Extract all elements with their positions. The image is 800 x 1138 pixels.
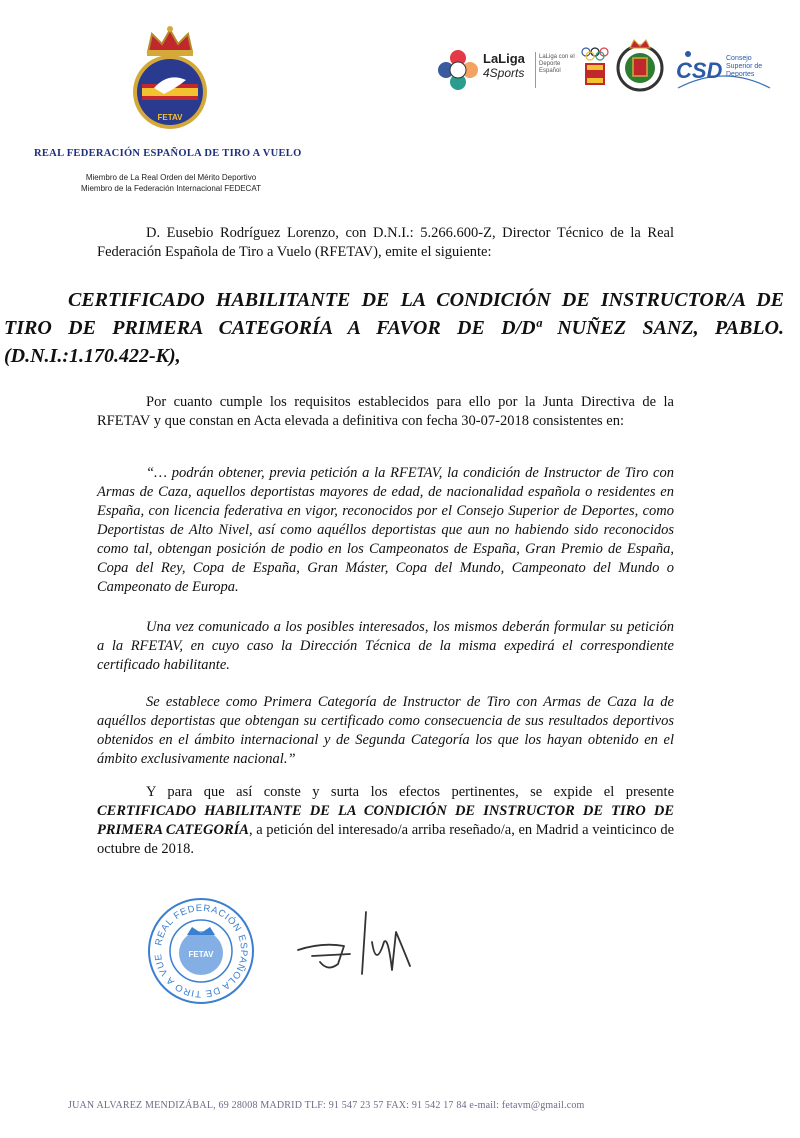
intro-paragraph: D. Eusebio Rodríguez Lorenzo, con D.N.I.: 5.266.600-Z, Director Técnico de la Real Federación Española de Tiro a Vuelo (RFETAV), emite el siguiente:: [97, 225, 674, 260]
csd-abbr: CSD: [676, 58, 723, 83]
csd-name-line: Superior de: [726, 63, 763, 70]
footer-contact: JUAN ALVAREZ MENDIZÁBAL, 69 28008 MADRID TLF: 91 547 23 57 FAX: 91 542 17 84 e-mail: fetavm@gmail.com: [68, 1100, 585, 1111]
olympic-committee-logo: [580, 46, 610, 86]
crest-text: FETAV: [157, 113, 183, 122]
royal-order-crest-logo: [614, 36, 666, 94]
certificate-title: CERTIFICADO HABILITANTE DE LA CONDICIÓN DE INSTRUCTOR/A DE TIRO DE PRIMERA CATEGORÍA A FAVOR DE D/Dª NUÑEZ SANZ, PABLO. (D.N.I.:1.170.422-K),: [4, 289, 784, 367]
closing-start: Y para que así conste y surta los efectos pertinentes, se expide el presente: [146, 784, 674, 800]
official-stamp: [147, 897, 255, 1005]
signature-image: [292, 902, 422, 992]
csd-name-line: Consejo: [726, 55, 752, 62]
closing-end: , a petición del interesado/a arriba reseñado/a, en Madrid a veinticinco de octubre de 2018.: [97, 822, 675, 857]
membership-lines: [36, 172, 306, 194]
quote-paragraph-1: “… podrán obtener, previa petición a la RFETAV, la condición de Instructor de Tiro con Armas de Caza, aquellos deportistas mayores de edad, de nacionalidad española o residentes en España, con licencia federativa en vigor, reconocidos por el Consejo Superior de Deportes, como Deportistas de Alto Nivel, así como aquéllos deportistas que aun no habiendo sido reconocidos como tal, obtengan posición de podio en los Campeonatos de España, Gran Premio de España, Copa del Rey, Copa de España, Gran Máster, Copa del Mundo, Campeonato del Mundo o Campeonato de Europa.: [97, 465, 674, 595]
membership-line: Miembro de la Federación Internacional FEDECAT: [81, 184, 261, 193]
quote-paragraph-2: Una vez comunicado a los posibles interesados, los mismos deberán formular su petición a la RFETAV, en cuyo caso la Dirección Técnica de la misma expedirá el correspondiente certificado habilitante.: [97, 619, 674, 673]
logo-divider: [535, 52, 536, 88]
laliga-wordmark: [483, 52, 543, 80]
laliga-brand: LaLiga: [483, 51, 525, 66]
stamp-center-text: FETAV: [188, 950, 214, 959]
csd-logo: [674, 44, 774, 98]
requirements-paragraph: Por cuanto cumple los requisitos establecidos para ello por la Junta Directiva de la RFETAV y que constan en Acta elevada a definitiva con fecha 30-07-2018 consistentes en:: [97, 394, 674, 429]
membership-line: Miembro de La Real Orden del Mérito Deportivo: [85, 173, 257, 182]
laliga-sub: 4Sports: [483, 66, 525, 80]
closing-certificate-name: CERTIFICADO HABILITANTE DE LA CONDICIÓN DE INSTRUCTOR DE TIRO DE PRIMERA CATEGORÍA: [97, 803, 674, 838]
stamp-ring-text: REAL FEDERACIÓN ESPAÑOLA DE TIRO A VUE: [152, 902, 250, 1000]
closing-paragraph: [97, 783, 674, 859]
laliga-tagline: LaLiga con el Deporte Español: [539, 54, 575, 74]
federation-name: REAL FEDERACIÓN ESPAÑOLA DE TIRO A VUELO: [34, 148, 302, 159]
quote-paragraph-3: Se establece como Primera Categoría de Instructor de Tiro con Armas de Caza la de aquéllos deportistas que obtengan su certificado como consecuencia de sus resultados deportivos obtenidos en el ámbito internacional y de Segunda Categoría los que los hayan obtenido en el ámbito exclusivamente nacional.”: [97, 694, 674, 767]
csd-name-line: Deportes: [726, 71, 755, 78]
federation-crest-logo: [120, 22, 220, 132]
laliga-logo: [436, 48, 480, 92]
